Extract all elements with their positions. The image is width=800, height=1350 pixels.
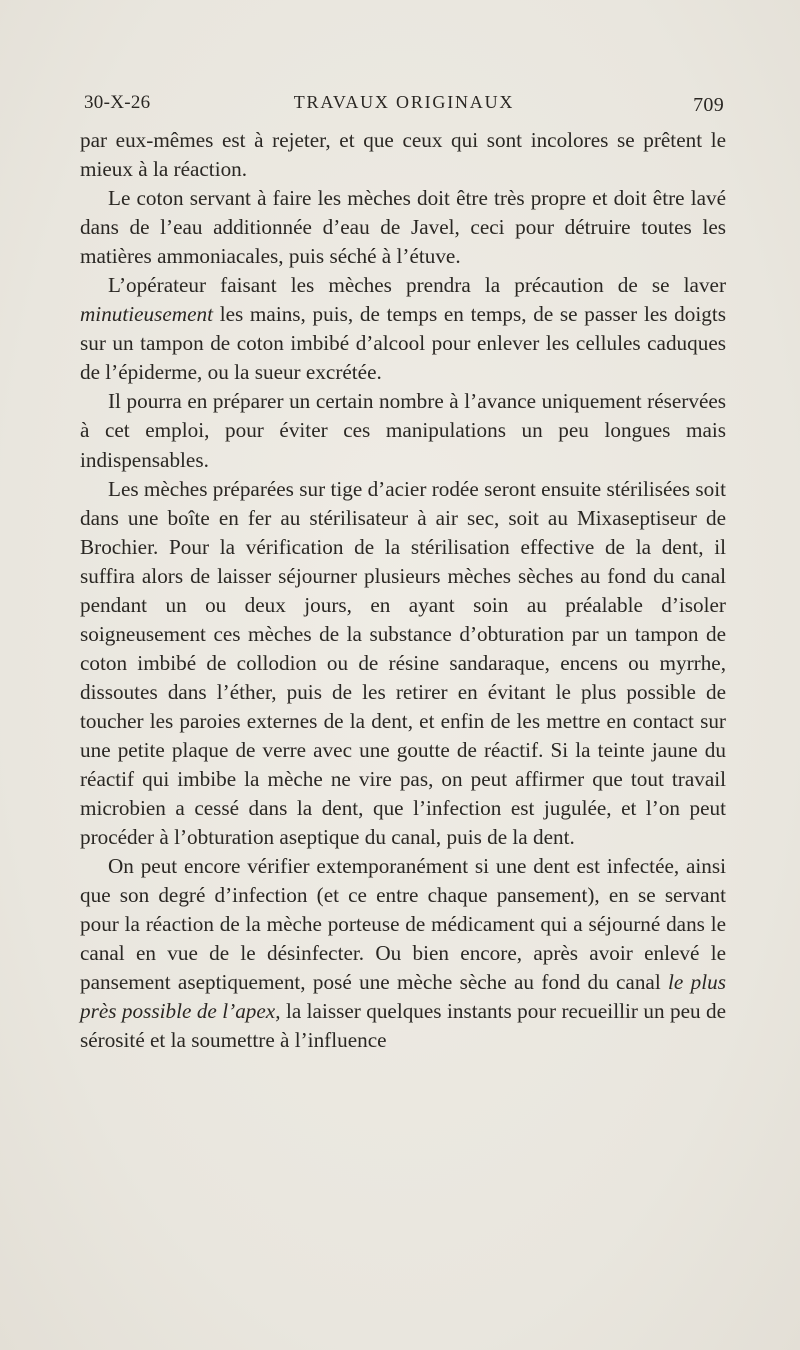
paragraph-1: par eux-mêmes est à rejeter, et que ceux qui sont incolores se prêtent le mieux à la réaction. xyxy=(80,128,726,182)
paragraph-3-before: L’opérateur faisant les mèches prendra la précaution de se laver xyxy=(108,273,726,298)
header-date: 30-X-26 xyxy=(84,92,151,113)
running-header xyxy=(84,92,724,118)
paragraph-6-after: la laisser quelques instants pour recueillir un peu de sérosité et la soumettre à l’influence xyxy=(80,999,727,1053)
paragraph-6-emphasis: le plus près possible de l’apex, xyxy=(80,970,726,1024)
paragraph-4: Il pourra en préparer un certain nombre à l’avance uniquement réservées à cet emploi, pour éviter ces manipulations un peu longues mais indispensables. xyxy=(80,389,726,472)
paragraph-6 xyxy=(80,852,726,1055)
paragraph-5: Les mèches préparées sur tige d’acier rodée seront ensuite stérilisées soit dans une boîte en fer au stérilisateur à air sec, soit au Mixaseptiseur de Brochier. Pour la vérification de la stérilisation effective de la dent, il suffira alors de laisser séjourner plusieurs mèches sèches au fond du canal pendant un ou deux jours, en ayant soin au préalable d’isoler soigneusement ces mèches de la substance d’obturation par un tampon de coton imbibé de collodion ou de résine sandaraque, encens ou myrrhe, dissoutes dans l’éther, puis de les retirer en évitant le plus possible de toucher les paroies externes de la dent, et enfin de les mettre en contact sur une petite plaque de verre avec une goutte de réactif. Si la teinte jaune du réactif qui imbibe la mèche ne vire pas, on peut affirmer que tout travail microbien a cessé dans la dent, que l’infection est jugulée, et l’on peut procéder à l’obturation aseptique du canal, puis de la dent. xyxy=(80,476,726,850)
page-number: 709 xyxy=(693,94,724,116)
paragraph-3-after: les mains, puis, de temps en temps, de se passer les doigts sur un tampon de coton imbibé d’alcool pour enlever les cellules caduques de l’épiderme, ou la sueur excrétée. xyxy=(80,302,726,385)
body-text xyxy=(80,126,726,1056)
header-title: TRAVAUX ORIGINAUX xyxy=(293,92,515,112)
paragraph-6-before: On peut encore vérifier extemporanément si une dent est infectée, ainsi que son degré d’infection (et ce entre chaque pansement), en se servant pour la réaction de la mèche porteuse de médicament qui a séjourné dans le canal en vue de le désinfecter. Ou bien encore, après avoir enlevé le pansement aseptiquement, posé une mèche sèche au fond du canal xyxy=(80,854,726,995)
paragraph-2: Le coton servant à faire les mèches doit être très propre et doit être lavé dans de l’eau additionnée d’eau de Javel, ceci pour détruire toutes les matières ammoniacales, puis séché à l’étuve. xyxy=(80,186,726,269)
paragraph-3-emphasis: minutieusement xyxy=(80,302,213,327)
paragraph-3 xyxy=(80,271,726,387)
